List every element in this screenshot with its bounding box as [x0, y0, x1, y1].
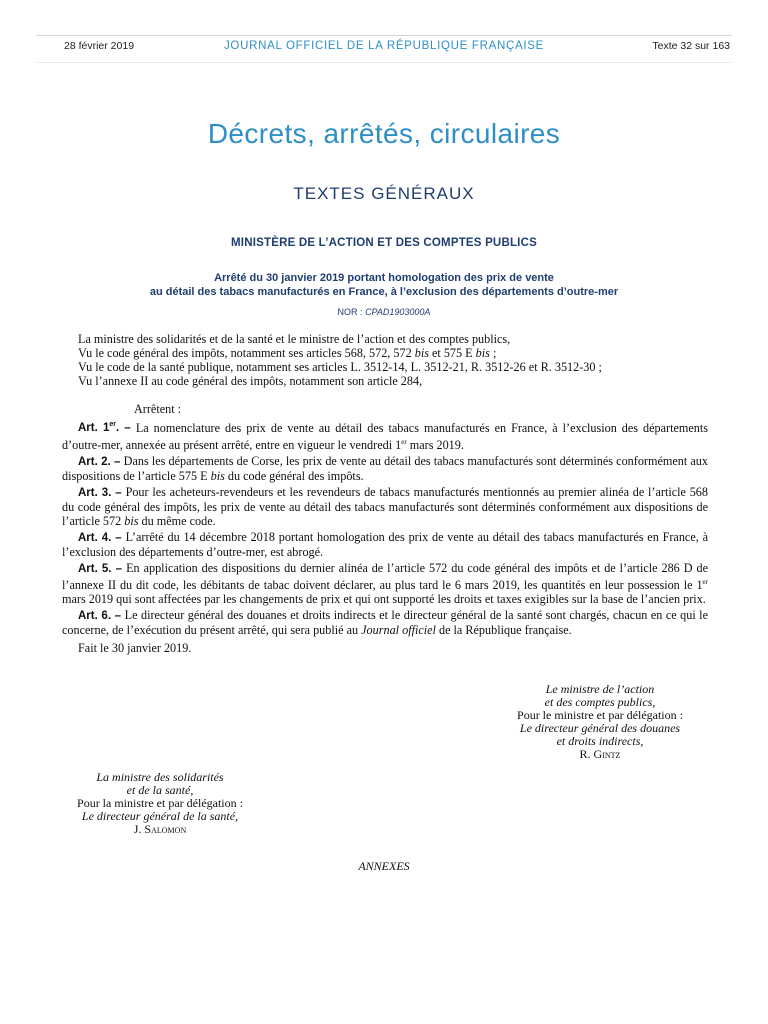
article-1-sup: er [401, 438, 407, 447]
vu-cgi-text-a: Vu le code général des impôts, notamment ses articles 568, 572, 572 [78, 345, 415, 360]
decree-title [60, 271, 708, 299]
nor-reference [0, 307, 768, 317]
article-4-text: L’arrêté du 14 décembre 2018 portant homologation des prix de vente au détail des tabacs manufacturés en France, à l’exclusion des départements d’outre-mer, est abrogé. [62, 529, 708, 559]
sig1-line-5: et droits indirects, [556, 734, 644, 748]
sig1-line-1: Le ministre de l’action [545, 682, 655, 696]
sig2-line-1: La ministre des solidarités [96, 770, 224, 784]
article-6-journal-officiel: Journal officiel [361, 623, 436, 638]
page-header [36, 40, 732, 56]
section-title: Décrets, arrêtés, circulaires [207, 118, 561, 149]
decree-title-line-2: au détail des tabacs manufacturés en France, à l’exclusion des départements d’outre-mer [149, 286, 619, 298]
article-1 [62, 419, 708, 454]
sig2-name: J. Salomon [133, 822, 187, 836]
article-3-text-b: du même code. [138, 513, 216, 528]
header-journal-name: JOURNAL OFFICIEL DE LA RÉPUBLIQUE FRANÇAISE [223, 40, 544, 52]
preamble-vu-cgi [62, 347, 708, 361]
article-6-label: Art. 6. – [78, 610, 125, 623]
signature-minister-sante [40, 771, 280, 836]
subsection-title: TEXTES GÉNÉRAUX [293, 184, 475, 203]
decree-body [62, 333, 708, 656]
header-date: 28 février 2019 [64, 40, 135, 52]
preamble-vu-csp: Vu le code de la santé publique, notamment ses articles L. 3512-14, L. 3512-21, R. 3512-26 et R. 3512-30 ; [78, 359, 602, 374]
sig1-line-3: Pour le ministre et par délégation : [517, 708, 683, 722]
vu-cgi-text-c: ; [489, 345, 497, 360]
sig1-line-2: et des comptes publics, [544, 695, 656, 709]
nor-label: NOR : [337, 307, 366, 317]
article-3-label: Art. 3. – [78, 487, 126, 500]
article-5 [62, 562, 708, 608]
article-1-text-b: mars 2019. [406, 438, 464, 453]
vu-cgi-bis-1: bis [414, 345, 429, 360]
annexes-heading: ANNEXES [358, 859, 410, 873]
preamble-intro: La ministre des solidarités et de la santé et le ministre de l’action et des comptes publics, [78, 332, 511, 346]
article-5-text-b: mars 2019 qui sont affectées par les changements de prix et qui ont supporté les droits et taxes exigibles sur la base de l’ancien prix. [62, 592, 706, 607]
header-rule-top [36, 35, 732, 36]
signature-minister-action [480, 683, 720, 761]
sig2-line-3: Pour la ministre et par délégation : [77, 796, 243, 810]
article-4 [62, 531, 708, 560]
nor-code: CPAD1903000A [365, 307, 431, 317]
article-2-label: Art. 2. – [78, 456, 124, 469]
sig1-line-4: Le directeur général des douanes [519, 721, 681, 735]
article-6 [62, 609, 708, 638]
article-2-text-b: du code général des impôts. [224, 469, 364, 484]
ministry-heading: MINISTÈRE DE L’ACTION ET DES COMPTES PUBLICS [231, 237, 537, 249]
article-4-label: Art. 4. – [78, 531, 126, 544]
vu-cgi-text-b: et 575 E [428, 345, 476, 360]
sig2-line-2: et de la santé, [126, 783, 194, 797]
header-text-number: Texte 32 sur 163 [652, 40, 730, 52]
vu-cgi-bis-2: bis [475, 345, 490, 360]
article-2-text-a: Dans les départements de Corse, les prix de vente au détail des tabacs manufacturés sont déterminés conformément aux dispositions de l’article 575 E [62, 454, 708, 484]
sig1-name: R. Gintz [579, 747, 621, 761]
article-6-text-a: Le directeur général des douanes et droits indirects et le directeur général de la santé sont chargés, chacun en ce qui le concerne, de l’exécution du présent arrêté, qui sera publié au [62, 608, 708, 638]
header-rule-bottom [36, 62, 732, 63]
article-3 [62, 486, 708, 529]
article-5-text-a: En application des dispositions du dernier alinéa de l’article 572 du code général des impôts et de l’article 286 D de l’annexe II du dit code, les débitants de tabac doivent déclarer, au plus tard le 6 mars 2019, les quantités en leur possession le 1 [62, 560, 708, 593]
article-2 [62, 455, 708, 484]
sig2-line-4: Le directeur général de la santé, [81, 809, 239, 823]
fait-le: Fait le 30 janvier 2019. [78, 641, 192, 656]
decree-title-line-1: Arrêté du 30 janvier 2019 portant homologation des prix de vente [214, 272, 554, 284]
article-5-sup: er [702, 578, 708, 587]
preamble-vu-annexe: Vu l’annexe II au code général des impôts, notamment son article 284, [78, 373, 423, 388]
article-3-bis: bis [124, 513, 139, 528]
article-3-text-a: Pour les acheteurs-revendeurs et les revendeurs de tabacs manufacturés mentionnés au premier alinéa de l’article 568 du code général des impôts, les prix de vente au détail des tabacs manufacturés sont déterminés conformément aux dispositions de l’article 572 [62, 485, 708, 528]
article-1-label: Art. 1er. – [78, 421, 136, 435]
arretent: Arrêtent : [134, 401, 182, 416]
article-2-bis: bis [210, 469, 225, 484]
article-1-text-a: La nomenclature des prix de vente au détail des tabacs manufacturés en France, à l’exclusion des départements d’outre-mer, annexée au présent arrêté, entre en vigueur le vendredi 1 [62, 420, 709, 453]
article-5-label: Art. 5. – [78, 562, 127, 575]
article-6-text-b: de la République française. [435, 623, 572, 638]
